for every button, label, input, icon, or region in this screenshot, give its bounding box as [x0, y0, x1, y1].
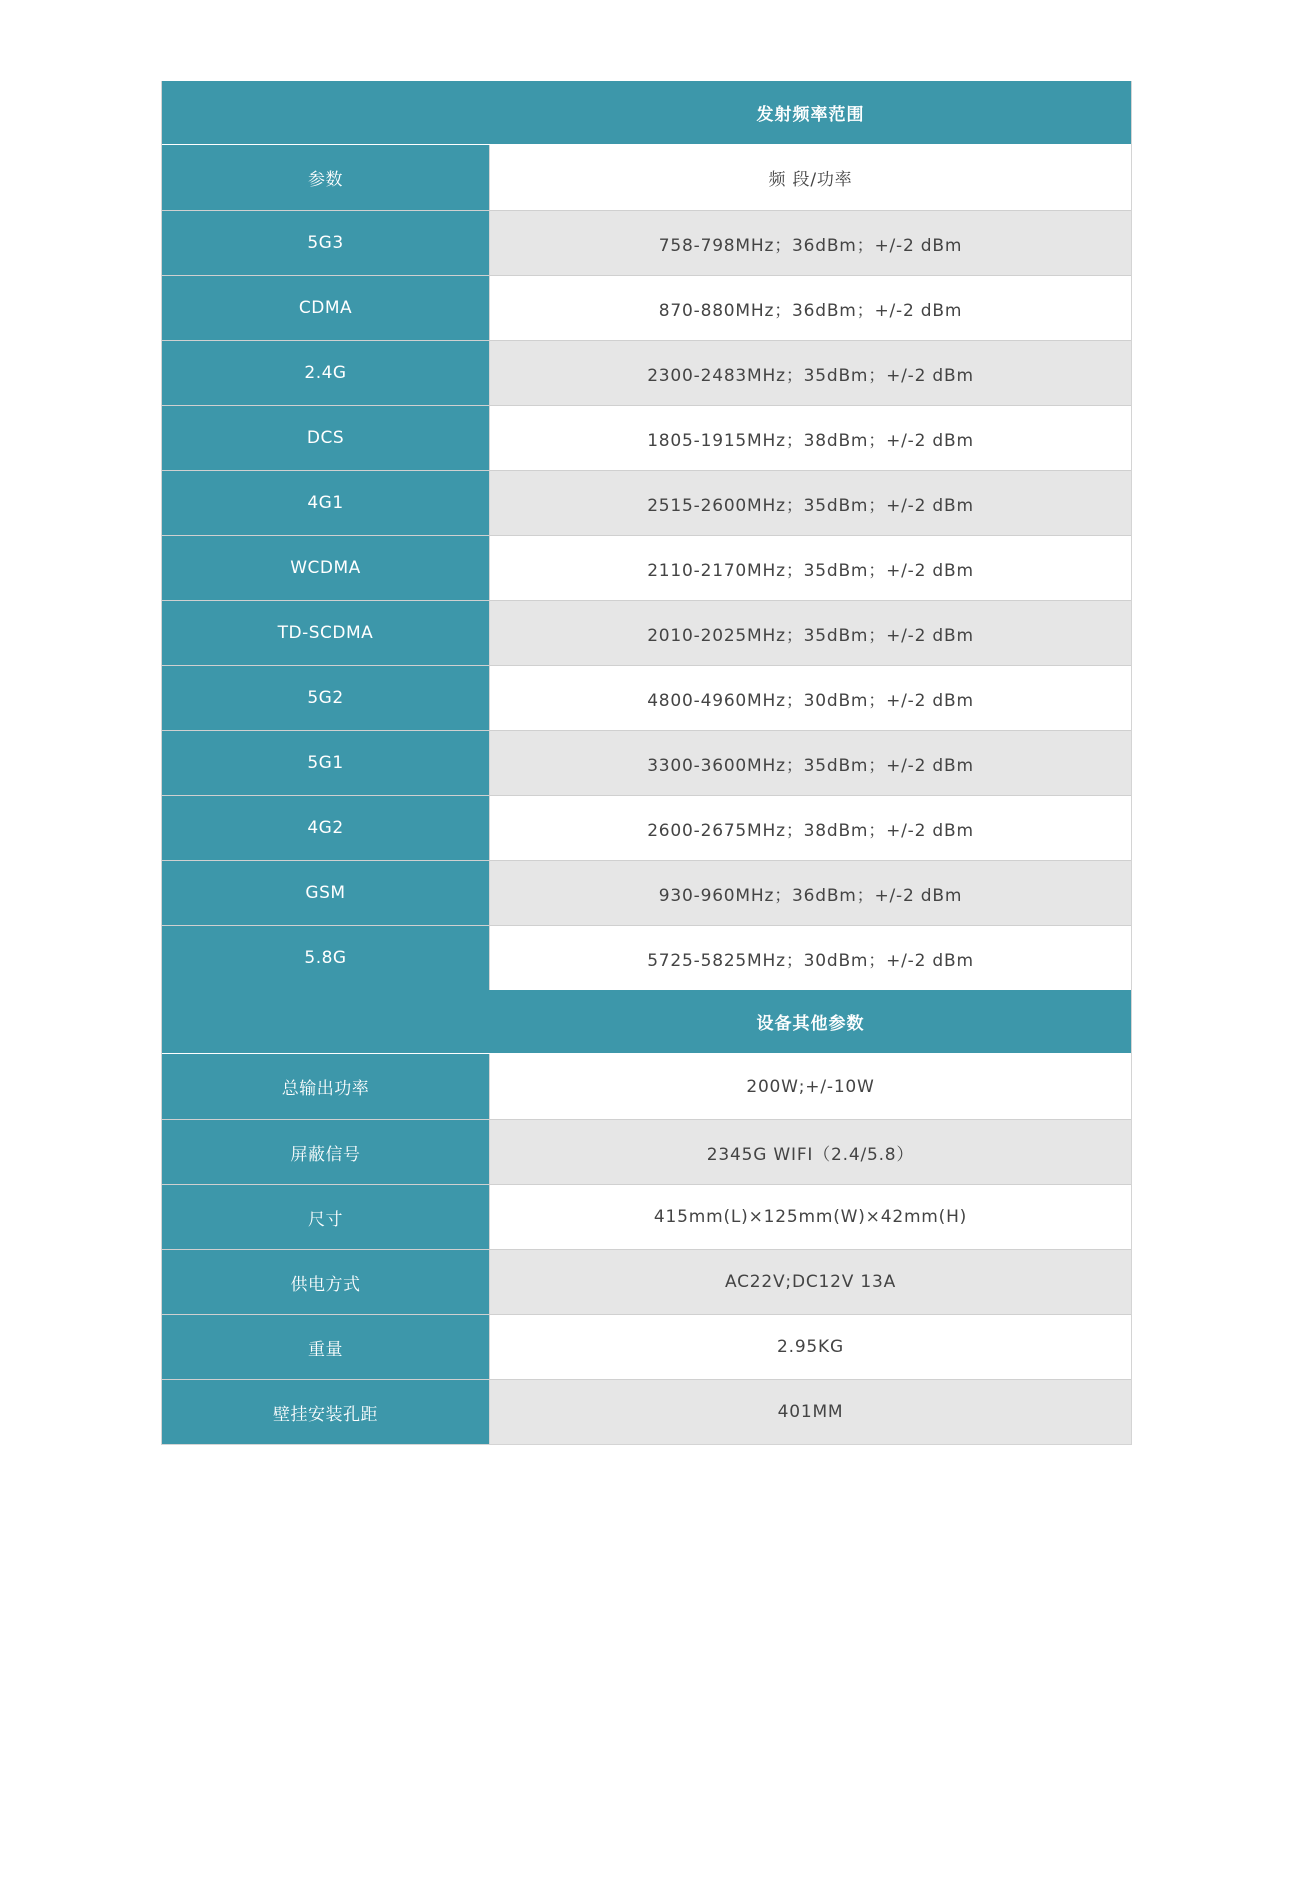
- spec-table: [161, 81, 1132, 1445]
- table-row: [162, 1119, 1131, 1184]
- table-row: [162, 340, 1131, 405]
- value-cell: 1805-1915MHz；38dBm；+/-2 dBm: [490, 406, 1131, 470]
- table-row: [162, 1184, 1131, 1249]
- value-cell: 2010-2025MHz；35dBm；+/-2 dBm: [490, 601, 1131, 665]
- table-row: [162, 275, 1131, 340]
- table-row: [162, 1249, 1131, 1314]
- param-cell: 壁挂安装孔距: [162, 1380, 490, 1444]
- param-cell: 尺寸: [162, 1185, 490, 1249]
- value-cell: 2110-2170MHz；35dBm；+/-2 dBm: [490, 536, 1131, 600]
- param-cell: DCS: [162, 406, 490, 470]
- param-cell: TD-SCDMA: [162, 601, 490, 665]
- param-cell: 2.4G: [162, 341, 490, 405]
- section-title: 发射频率范围: [756, 105, 865, 125]
- value-cell: 3300-3600MHz；35dBm；+/-2 dBm: [490, 731, 1131, 795]
- param-cell: 5G3: [162, 211, 490, 275]
- table-row: [162, 405, 1131, 470]
- param-cell: 5.8G: [162, 926, 490, 990]
- value-cell: 2515-2600MHz；35dBm；+/-2 dBm: [490, 471, 1131, 535]
- value-cell: 930-960MHz；36dBm；+/-2 dBm: [490, 861, 1131, 925]
- param-cell: 5G2: [162, 666, 490, 730]
- section-header-transmit-frequency: [162, 81, 1131, 145]
- value-cell: 401MM: [490, 1380, 1131, 1444]
- param-cell: 供电方式: [162, 1250, 490, 1314]
- param-cell: WCDMA: [162, 536, 490, 600]
- param-cell: 总输出功率: [162, 1054, 490, 1119]
- table-row: [162, 1314, 1131, 1379]
- param-cell: 重量: [162, 1315, 490, 1379]
- table-row: [162, 210, 1131, 275]
- value-cell: 2300-2483MHz；35dBm；+/-2 dBm: [490, 341, 1131, 405]
- table-row: [162, 600, 1131, 665]
- param-cell: 4G2: [162, 796, 490, 860]
- table-row: [162, 730, 1131, 795]
- param-cell: 4G1: [162, 471, 490, 535]
- param-cell: 5G1: [162, 731, 490, 795]
- value-cell: AC22V;DC12V 13A: [490, 1250, 1131, 1314]
- table-row: [162, 145, 1131, 210]
- value-cell: 870-880MHz；36dBm；+/-2 dBm: [490, 276, 1131, 340]
- section-title: 设备其他参数: [756, 1014, 865, 1034]
- table-row: [162, 925, 1131, 990]
- table-row: [162, 795, 1131, 860]
- table-row: [162, 1054, 1131, 1119]
- table-row: [162, 665, 1131, 730]
- table-row: [162, 1379, 1131, 1444]
- value-cell: 2.95KG: [490, 1315, 1131, 1379]
- value-cell: 758-798MHz；36dBm；+/-2 dBm: [490, 211, 1131, 275]
- value-cell: 频 段/功率: [490, 145, 1131, 210]
- value-cell: 2345G WIFI（2.4/5.8）: [490, 1120, 1131, 1184]
- table-row: [162, 535, 1131, 600]
- value-cell: 2600-2675MHz；38dBm；+/-2 dBm: [490, 796, 1131, 860]
- table-row: [162, 470, 1131, 535]
- param-cell: CDMA: [162, 276, 490, 340]
- value-cell: 5725-5825MHz；30dBm；+/-2 dBm: [490, 926, 1131, 990]
- section-header-other-params: [162, 990, 1131, 1054]
- value-cell: 4800-4960MHz；30dBm；+/-2 dBm: [490, 666, 1131, 730]
- param-cell: 屏蔽信号: [162, 1120, 490, 1184]
- param-cell: 参数: [162, 145, 490, 210]
- table-row: [162, 860, 1131, 925]
- value-cell: 415mm(L)×125mm(W)×42mm(H): [490, 1185, 1131, 1249]
- value-cell: 200W;+/-10W: [490, 1054, 1131, 1119]
- param-cell: GSM: [162, 861, 490, 925]
